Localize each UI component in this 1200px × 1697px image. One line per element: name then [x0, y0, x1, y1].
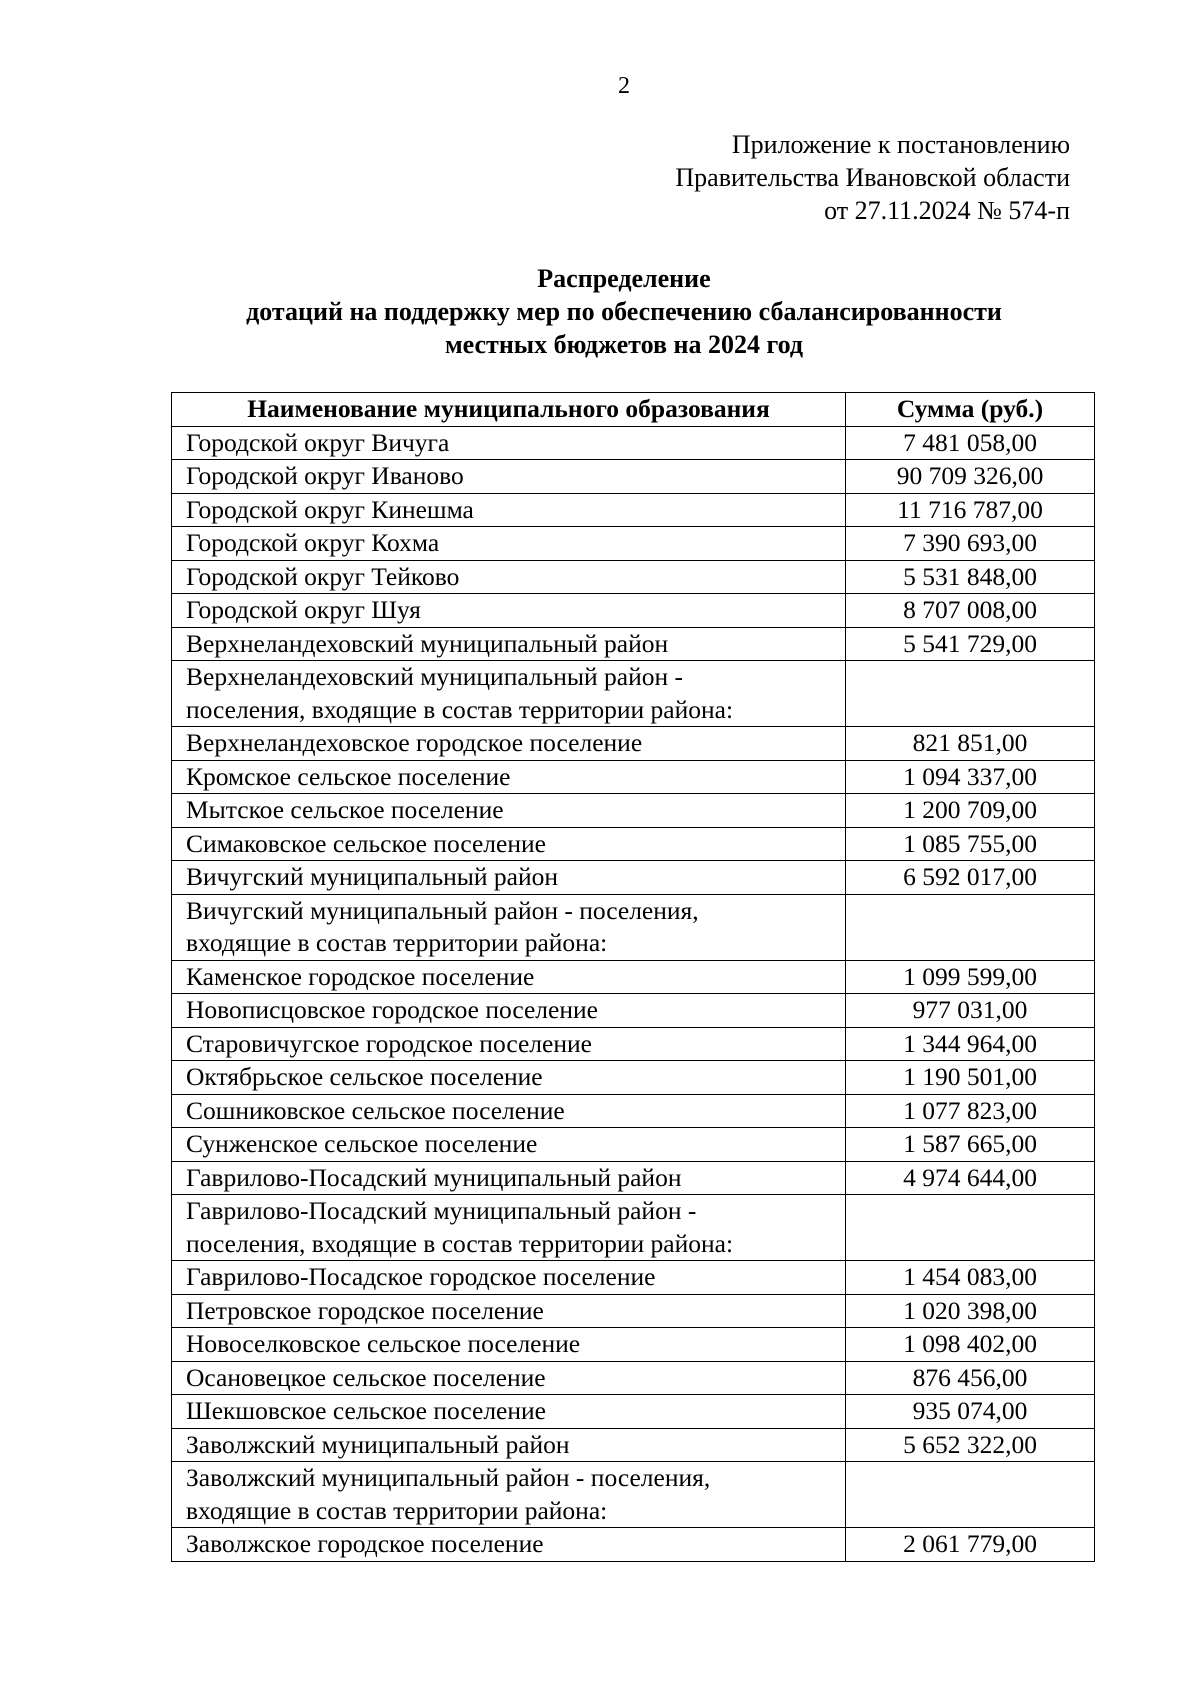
appendix-line-3: от 27.11.2024 № 574-п: [824, 196, 1070, 225]
table-row: [172, 1061, 1095, 1095]
title-line-3: местных бюджетов на 2024 год: [444, 330, 804, 359]
table-row: [172, 1328, 1095, 1362]
table-row: [172, 661, 1095, 727]
municipality-name-cell: Городской округ Кохма: [172, 527, 846, 561]
municipality-name-cell: Кромское сельское поселение: [172, 760, 846, 794]
table-row: [172, 827, 1095, 861]
municipality-name-cell: Городской округ Вичуга: [172, 426, 846, 460]
table-row: [172, 1361, 1095, 1395]
table-row: [172, 1261, 1095, 1295]
municipality-name-cell: Вичугский муниципальный район: [172, 861, 846, 895]
municipality-name-cell: Гаврилово-Посадский муниципальный район - поселения, входящие в состав территории района:: [172, 1195, 846, 1261]
document-title: [160, 262, 1088, 361]
amount-cell: 1 020 398,00: [846, 1294, 1095, 1328]
municipality-name-cell: Новописцовское городское поселение: [172, 994, 846, 1028]
table-row: [172, 527, 1095, 561]
title-line-1: Распределение: [537, 264, 711, 293]
table-header-row: [172, 393, 1095, 427]
amount-cell: 7 481 058,00: [846, 426, 1095, 460]
amount-cell: 1 200 709,00: [846, 794, 1095, 828]
amount-cell: 1 077 823,00: [846, 1094, 1095, 1128]
distribution-table: [171, 392, 1095, 1562]
amount-cell: 1 344 964,00: [846, 1027, 1095, 1061]
amount-cell: 5 531 848,00: [846, 560, 1095, 594]
amount-cell: 8 707 008,00: [846, 594, 1095, 628]
municipality-name-cell: Симаковское сельское поселение: [172, 827, 846, 861]
appendix-header: [675, 128, 1070, 227]
page-number: 2: [618, 73, 630, 99]
appendix-line-2: Правительства Ивановской области: [675, 163, 1070, 192]
municipality-name-cell: Октябрьское сельское поселение: [172, 1061, 846, 1095]
table-row: [172, 1161, 1095, 1195]
table-row: [172, 1528, 1095, 1562]
table-row: [172, 426, 1095, 460]
municipality-name-cell: Каменское городское поселение: [172, 960, 846, 994]
amount-cell: 1 190 501,00: [846, 1061, 1095, 1095]
amount-cell: 821 851,00: [846, 727, 1095, 761]
amount-cell: 7 390 693,00: [846, 527, 1095, 561]
municipality-name-cell: Сунженское сельское поселение: [172, 1128, 846, 1162]
municipality-name-cell: Сошниковское сельское поселение: [172, 1094, 846, 1128]
amount-cell: 935 074,00: [846, 1395, 1095, 1429]
amount-cell: 5 652 322,00: [846, 1428, 1095, 1462]
amount-cell: 6 592 017,00: [846, 861, 1095, 895]
municipality-name-cell: Гаврилово-Посадское городское поселение: [172, 1261, 846, 1295]
municipality-name-cell: Петровское городское поселение: [172, 1294, 846, 1328]
amount-cell: 977 031,00: [846, 994, 1095, 1028]
amount-cell: 2 061 779,00: [846, 1528, 1095, 1562]
municipality-name-cell: Новоселковское сельское поселение: [172, 1328, 846, 1362]
table-row: [172, 627, 1095, 661]
municipality-name-cell: Гаврилово-Посадский муниципальный район: [172, 1161, 846, 1195]
table-row: [172, 894, 1095, 960]
table-row: [172, 1128, 1095, 1162]
amount-cell: [846, 1462, 1095, 1528]
municipality-name-cell: Заволжское городское поселение: [172, 1528, 846, 1562]
amount-cell: [846, 894, 1095, 960]
title-line-2: дотаций на поддержку мер по обеспечению сбалансированности: [246, 297, 1002, 326]
table-row: [172, 493, 1095, 527]
amount-cell: [846, 661, 1095, 727]
amount-cell: 1 094 337,00: [846, 760, 1095, 794]
table-row: [172, 1395, 1095, 1429]
municipality-name-cell: Мытское сельское поселение: [172, 794, 846, 828]
table-row: [172, 994, 1095, 1028]
amount-cell: 5 541 729,00: [846, 627, 1095, 661]
table-row: [172, 1027, 1095, 1061]
municipality-name-cell: Заволжский муниципальный район: [172, 1428, 846, 1462]
column-header-name: Наименование муниципального образования: [172, 393, 846, 427]
amount-cell: 1 085 755,00: [846, 827, 1095, 861]
municipality-name-cell: Городской округ Кинешма: [172, 493, 846, 527]
amount-cell: 1 098 402,00: [846, 1328, 1095, 1362]
municipality-name-cell: Осановецкое сельское поселение: [172, 1361, 846, 1395]
table-row: [172, 1428, 1095, 1462]
municipality-name-cell: Верхнеландеховский муниципальный район: [172, 627, 846, 661]
amount-cell: 1 099 599,00: [846, 960, 1095, 994]
municipality-name-cell: Городской округ Тейково: [172, 560, 846, 594]
table-row: [172, 1094, 1095, 1128]
table-row: [172, 794, 1095, 828]
table-row: [172, 560, 1095, 594]
municipality-name-cell: Шекшовское сельское поселение: [172, 1395, 846, 1429]
table-row: [172, 760, 1095, 794]
table-body: [172, 426, 1095, 1561]
municipality-name-cell: Верхнеландеховское городское поселение: [172, 727, 846, 761]
municipality-name-cell: Заволжский муниципальный район - поселения, входящие в состав территории района:: [172, 1462, 846, 1528]
amount-cell: 876 456,00: [846, 1361, 1095, 1395]
amount-cell: 1 454 083,00: [846, 1261, 1095, 1295]
amount-cell: 1 587 665,00: [846, 1128, 1095, 1162]
table-row: [172, 960, 1095, 994]
table-row: [172, 594, 1095, 628]
amount-cell: 4 974 644,00: [846, 1161, 1095, 1195]
table-row: [172, 1195, 1095, 1261]
table-row: [172, 1294, 1095, 1328]
municipality-name-cell: Городской округ Иваново: [172, 460, 846, 494]
municipality-name-cell: Городской округ Шуя: [172, 594, 846, 628]
amount-cell: [846, 1195, 1095, 1261]
appendix-line-1: Приложение к постановлению: [731, 130, 1070, 159]
amount-cell: 11 716 787,00: [846, 493, 1095, 527]
amount-cell: 90 709 326,00: [846, 460, 1095, 494]
municipality-name-cell: Верхнеландеховский муниципальный район - поселения, входящие в состав территории района:: [172, 661, 846, 727]
municipality-name-cell: Вичугский муниципальный район - поселения, входящие в состав территории района:: [172, 894, 846, 960]
table-row: [172, 1462, 1095, 1528]
table-row: [172, 861, 1095, 895]
municipality-name-cell: Старовичугское городское поселение: [172, 1027, 846, 1061]
table-row: [172, 727, 1095, 761]
table-row: [172, 460, 1095, 494]
column-header-sum: Сумма (руб.): [846, 393, 1095, 427]
